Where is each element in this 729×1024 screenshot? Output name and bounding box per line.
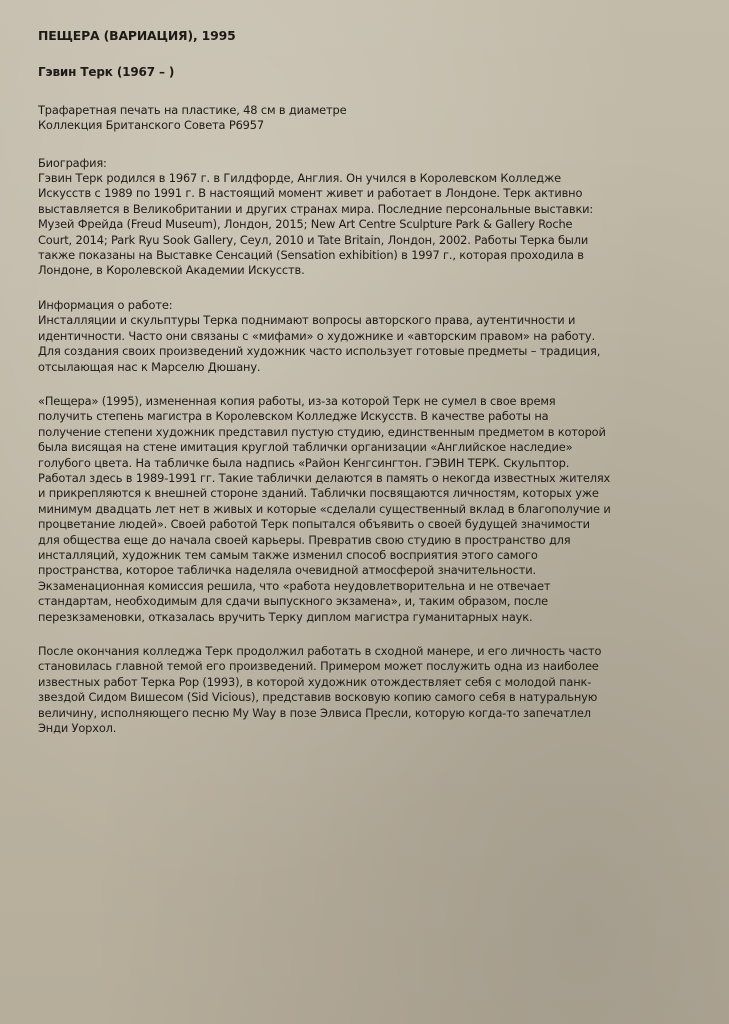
text-line: После окончания колледжа Терк продолжил работать в сходной манере, и его личность часто [38, 644, 602, 658]
text-line: Энди Уорхол. [38, 721, 117, 736]
text-line: отсылающая нас к Марселю Дюшану. [38, 359, 261, 374]
text-line: и прикрепляются к внешней стороне зданий. Таблички посвящаются личностям, которых уже [38, 486, 599, 501]
text-line: «Пещера» (1995), измененная копия работы, из-за которой Терк не сумел в свое время [38, 393, 556, 408]
artist-name: Гэвин Терк (1967 – ) [38, 65, 175, 80]
work-info-paragraph [38, 313, 702, 375]
text-line: Инсталляции и скульптуры Терка поднимают вопросы авторского права, аутентичности и [38, 313, 576, 328]
biography-paragraph [38, 171, 702, 279]
text-line: голубого цвета. На табличке была надпись «Район Кенгсингтон. ГЭВИН ТЕРК. Скульптор. [38, 455, 570, 470]
artwork-title: ПЕЩЕРА (ВАРИАЦИЯ), 1995 [38, 28, 236, 43]
collection-line: Коллекция Британского Совета P6957 [38, 118, 264, 133]
biography-heading: Биография: [38, 155, 107, 170]
text-line: Лондоне, в Королевской Академии Искусств. [38, 263, 305, 278]
after-college-paragraph [38, 644, 702, 736]
text-line: стандартам, необходимым для сдачи выпускного экзамена», и, таким образом, после [38, 594, 548, 609]
text-line: величину, исполняющего песню My Way в позе Элвиса Пресли, которую когда-то запечатлел [38, 705, 591, 720]
artwork-details [38, 103, 702, 134]
text-line: получить степень магистра в Королевском Колледже Искусств. В качестве работы на [38, 409, 549, 424]
work-info-heading: Информация о работе: [38, 297, 173, 312]
text-line: Гэвин Терк родился в 1967 г. в Гилдфорде, Англия. Он учился в Королевском Колледже [38, 171, 561, 186]
text-line: также показаны на Выставке Сенсаций (Sensation exhibition) в 1997 г., которая проходила в [38, 248, 584, 263]
label-text-block [38, 28, 702, 755]
text-line: звездой Сидом Вишесом (Sid Vicious), представив восковую копию самого себя в натуральную [38, 690, 598, 705]
text-line: идентичности. Часто они связаны с «мифами» о художнике и «авторским правом» на работу. [38, 328, 595, 343]
text-line: Court, 2014; Park Ryu Sook Gallery, Сеул, 2010 и Tate Britain, Лондон, 2002. Работы Терка были [38, 232, 589, 247]
text-line: становилась главной темой его произведений. Примером может послужить одна из наиболее [38, 659, 599, 674]
text-line: Искусств с 1989 по 1991 г. В настоящий момент живет и работает в Лондоне. Терк активно [38, 186, 583, 201]
text-line: Экзаменационная комиссия решила, что «работа неудовлетворительна и не отвечает [38, 578, 551, 593]
text-line: была висящая на стене имитация круглой таблички организации «Английское наследие» [38, 440, 573, 455]
text-line: минимум двадцать лет нет в живых и которые «сделали существенный вклад в благополучие и [38, 501, 611, 516]
text-line: получение степени художник представил пустую студию, единственным предметом в которой [38, 424, 606, 439]
text-line: Для создания своих произведений художник часто использует готовые предметы – традиция, [38, 344, 601, 359]
cave-paragraph [38, 394, 702, 625]
text-line: для общества еще до начала своей карьеры. Превратив свою студию в пространство для [38, 532, 571, 547]
text-line: инсталляций, художник тем самым также изменил способ восприятия этого самого [38, 547, 538, 562]
text-line: пространства, которое табличка наделяла очевидной атмосферой значительности. [38, 563, 536, 578]
text-line: Работал здесь в 1989-1991 гг. Такие таблички делаются в память о некогда известных жителях [38, 470, 611, 485]
text-line: процветание людей». Своей работой Терк попытался объявить о своей будущей значимости [38, 517, 590, 532]
text-line: перезкзаменовки, отказалась вручить Терку диплом магистра гуманитарных наук. [38, 609, 533, 624]
technique-line: Трафаретная печать на пластике, 48 см в диаметре [38, 102, 347, 117]
text-line: выставляется в Великобритании и других странах мира. Последние персональные выставки: [38, 201, 594, 216]
text-line: известных работ Терка Pop (1993), в которой художник отождествляет себя с молодой панк- [38, 674, 592, 689]
text-line: Музей Фрейда (Freud Museum), Лондон, 2015; New Art Centre Sculpture Park & Gallery Roche [38, 217, 573, 232]
